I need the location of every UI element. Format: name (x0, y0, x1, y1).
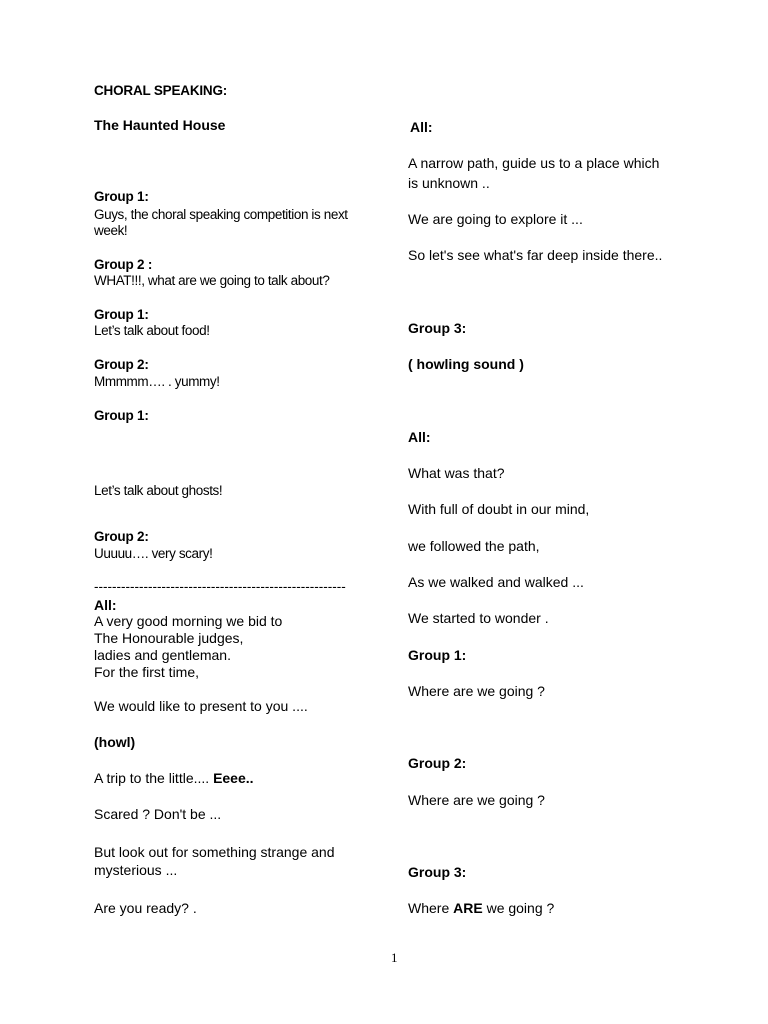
dialogue-text: we going ? (482, 900, 555, 916)
speaker-label: Group 3: (408, 864, 467, 880)
speaker-label: Group 2: (94, 357, 149, 372)
dialogue-line: Mmmmm…. . yummy! (94, 374, 220, 389)
speaker-label: Group 1: (94, 307, 149, 322)
dialogue-line: For the first time, (94, 664, 200, 680)
dialogue-emphasis: ARE (453, 900, 483, 916)
dialogue-line: Let’s talk about ghosts! (94, 483, 223, 498)
speaker-label: All: (408, 429, 431, 445)
dialogue-line: ladies and gentleman. (94, 647, 231, 663)
dialogue-line: As we walked and walked ... (408, 574, 584, 590)
speaker-label: Group 1: (94, 189, 149, 204)
speaker-label: All: (410, 119, 433, 135)
dialogue-line: Guys, the choral speaking competition is next (94, 207, 348, 222)
dialogue-line: So let's see what's far deep inside there.. (408, 247, 663, 263)
dialogue-text: Where (408, 900, 454, 916)
dialogue-line: A very good morning we bid to (94, 613, 283, 629)
dialogue-emphasis: Eeee.. (213, 770, 254, 786)
speaker-label: Group 3: (408, 320, 467, 336)
dialogue-line: Uuuuu…. very scary! (94, 546, 213, 561)
dialogue-line: Where are we going ? (408, 792, 545, 808)
dialogue-line: Scared ? Don't be ... (94, 806, 222, 822)
dialogue-line: mysterious ... (94, 862, 178, 878)
speaker-label: Group 2: (408, 755, 467, 771)
dialogue-line: is unknown .. (408, 175, 490, 191)
speaker-label: Group 2: (94, 529, 149, 544)
dialogue-line: Where are we going ? (408, 683, 545, 699)
dialogue-text: A trip to the little.... (94, 770, 214, 786)
dialogue-line: Are you ready? . (94, 900, 197, 916)
stage-direction: ( howling sound ) (408, 356, 524, 372)
dialogue-line: We would like to present to you .... (94, 698, 308, 714)
dialogue-line: Let’s talk about food! (94, 323, 210, 338)
dialogue-line (408, 901, 554, 915)
dialogue-line: The Honourable judges, (94, 630, 244, 646)
stage-direction: (howl) (94, 734, 136, 750)
dialogue-line: What was that? (408, 465, 505, 481)
speaker-label: Group 1: (408, 647, 467, 663)
speaker-label: All: (94, 597, 117, 613)
page-number: 1 (391, 950, 398, 965)
dialogue-line: With full of doubt in our mind, (408, 501, 590, 517)
dialogue-line: But look out for something strange and (94, 844, 335, 860)
dialogue-line: We are going to explore it ... (408, 211, 583, 227)
speaker-label: Group 2 : (94, 257, 153, 272)
dialogue-line: week! (94, 223, 128, 238)
section-divider: -------------------------------------------------------- (94, 579, 346, 594)
dialogue-line (94, 771, 254, 785)
dialogue-line: WHAT!!!, what are we going to talk about? (94, 273, 330, 288)
document-title: The Haunted House (94, 117, 226, 133)
speaker-label: Group 1: (94, 408, 149, 423)
dialogue-line: A narrow path, guide us to a place which (408, 155, 660, 171)
document-heading: CHORAL SPEAKING: (94, 83, 228, 98)
dialogue-line: we followed the path, (408, 538, 540, 554)
dialogue-line: We started to wonder . (408, 610, 549, 626)
